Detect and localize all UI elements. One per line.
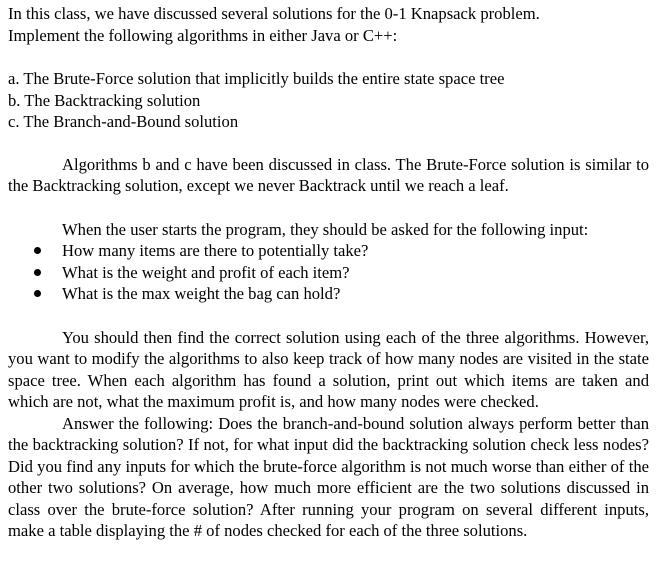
user-input-paragraph: When the user starts the program, they should be asked for the following input: — [62, 219, 589, 239]
input-bullet-text: What is the weight and profit of each item? — [62, 262, 350, 282]
algorithms-paragraph: Algorithms b and c have been discussed in class. The Brute-Force solution is similar to the Backtracking solution, except we never Backtrack until we reach a leaf. — [8, 154, 649, 195]
answer-paragraph: Answer the following: Does the branch-and-bound solution always perform better than the backtracking solution? If not, for what input did the backtracking solution check less nodes? Did you find any inputs for which the brute-force algorithm is not much worse than either of the other two solutions? On average, how much more efficient are the two solutions discussed in class over the brute-force solution? After running your program on several different inputs, make a table displaying the # of nodes checked for each of the three solutions. — [8, 413, 649, 540]
algorithm-item-c: c. The Branch-and-Bound solution — [8, 112, 239, 131]
bullet-icon — [34, 290, 41, 297]
solution-paragraph: You should then find the correct solution using each of the three algorithms. However, you want to modify the algorithms to also keep track of how many nodes are visited in the state space tree. When each algorithm has found a solution, print out which items are taken and which are not, what the maximum profit is, and how many nodes were checked. — [8, 327, 649, 411]
intro-line-2: Implement the following algorithms in either Java or C++: — [8, 25, 398, 45]
algorithm-item-a: a. The Brute-Force solution that implicitly builds the entire state space tree — [8, 69, 505, 88]
intro-paragraph — [8, 3, 649, 46]
input-bullet-list — [8, 240, 649, 305]
input-bullet-text: What is the max weight the bag can hold? — [62, 284, 341, 303]
input-bullet-item — [8, 283, 649, 305]
input-bullet-item — [8, 262, 649, 284]
algorithm-item-b: b. The Backtracking solution — [8, 90, 201, 110]
intro-line-1: In this class, we have discussed several solutions for the 0-1 Knapsack problem. — [8, 4, 540, 23]
input-bullet-item — [8, 240, 649, 262]
bullet-icon — [34, 247, 41, 254]
algorithm-list — [8, 68, 649, 133]
input-bullet-text: How many items are there to potentially take? — [62, 241, 369, 260]
bullet-icon — [34, 269, 41, 276]
